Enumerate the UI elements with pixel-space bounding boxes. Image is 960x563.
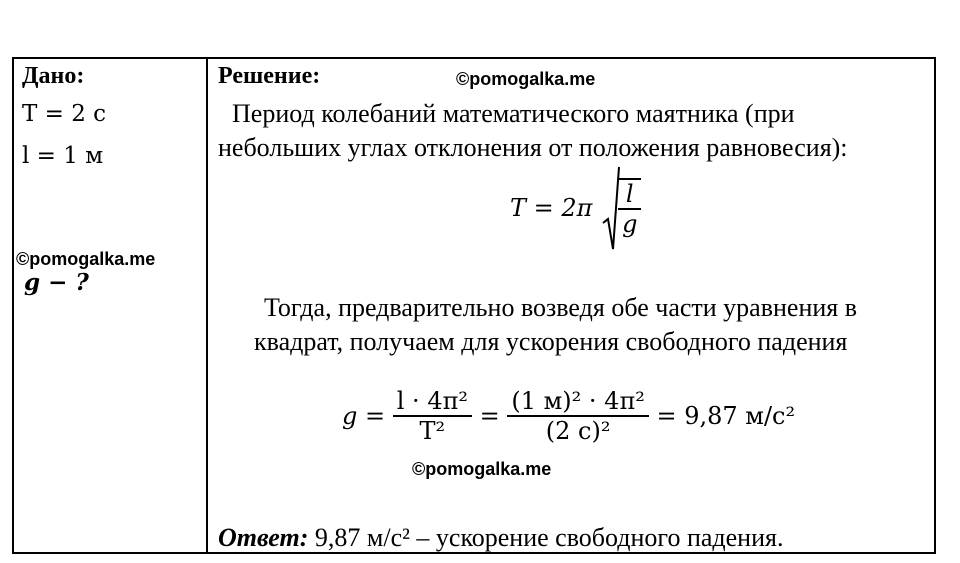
- period-formula: [510, 165, 641, 251]
- fraction-1-numerator: l · 4π²: [396, 387, 468, 415]
- gravity-formula: [342, 387, 795, 445]
- square-root: [602, 165, 641, 251]
- paragraph-1-line-2: небольших углах отклонения от положения равновесия):: [218, 133, 848, 162]
- fraction-2-denominator: (2 с)²: [507, 415, 648, 445]
- given-period: T = 2 с: [22, 101, 107, 127]
- sqrt-numerator: l: [625, 180, 634, 208]
- watermark-left: ©pomogalka.me: [16, 249, 156, 269]
- paragraph-2-line-2: квадрат, получаем для ускорения свободного падения: [254, 327, 848, 356]
- answer-text: 9,87 м/с² – ускорение свободного падения.: [314, 523, 784, 552]
- find-quantity: g − ?: [24, 269, 89, 296]
- period-formula-lhs: T = 2π: [510, 194, 593, 222]
- fraction-1: [393, 387, 472, 445]
- given-length: l = 1 м: [22, 143, 104, 169]
- paragraph-1-line-1: Период колебаний математического маятника (при: [232, 99, 795, 128]
- fraction-2: [507, 387, 648, 445]
- solution-column: [208, 57, 934, 554]
- sqrt-denominator: g: [618, 208, 641, 238]
- gravity-formula-lhs: g =: [342, 402, 386, 430]
- gravity-result: = 9,87 м/с²: [656, 402, 796, 430]
- watermark-top: ©pomogalka.me: [456, 69, 596, 89]
- sqrt-fraction: [618, 178, 641, 238]
- answer-label: Ответ:: [218, 523, 309, 552]
- watermark-middle: ©pomogalka.me: [412, 459, 552, 479]
- fraction-1-denominator: T²: [393, 415, 472, 445]
- equals-sign: =: [479, 402, 500, 430]
- answer-line: [218, 523, 783, 553]
- solution-title: Решение:: [218, 63, 321, 89]
- paragraph-2-line-1: Тогда, предварительно возведя обе части уравнения в: [264, 293, 858, 322]
- given-title: Дано:: [22, 63, 85, 89]
- fraction-2-numerator: (1 м)² · 4π²: [511, 387, 645, 415]
- given-column: [14, 57, 206, 554]
